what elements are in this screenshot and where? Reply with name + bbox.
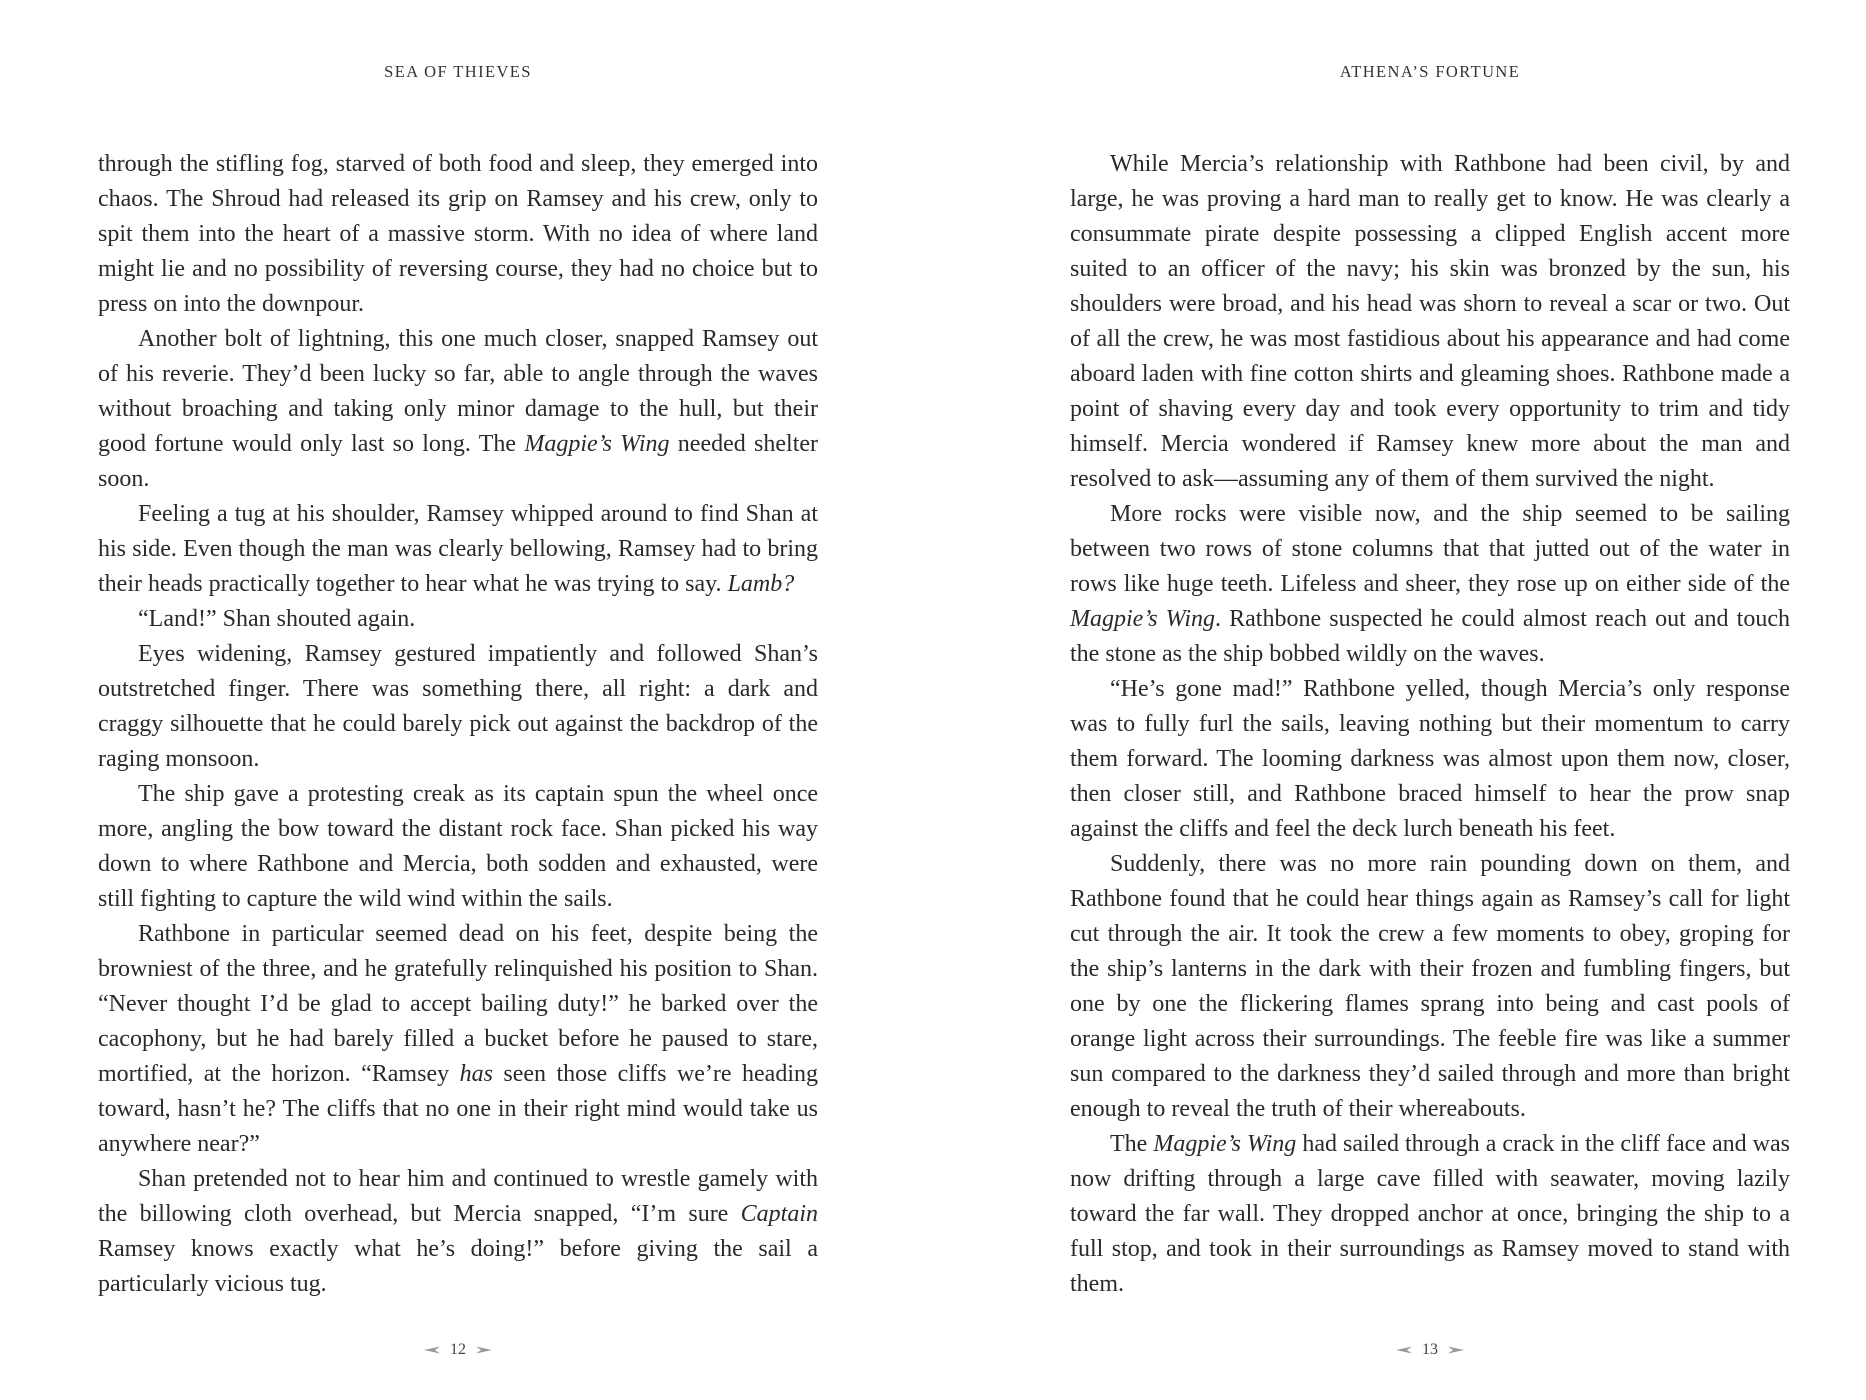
paragraph: The ship gave a protesting creak as its captain spun the wheel once more, angling the bow toward the distant rock face. Shan picked his way down to where Rathbone and Mercia, both sodden and exhausted, were still fighting to capture the wild wind within the sails. xyxy=(98,781,818,912)
arrow-left-ornament-icon xyxy=(1396,1346,1412,1354)
running-head-left: SEA OF THIEVES xyxy=(384,62,532,81)
left-page-body xyxy=(98,147,818,1302)
arrow-right-ornament-icon xyxy=(476,1346,492,1354)
right-page xyxy=(1070,0,1790,1400)
page-number: 13 xyxy=(1422,1341,1438,1358)
arrow-right-ornament-icon xyxy=(1448,1346,1464,1354)
page-number-right xyxy=(1070,1341,1790,1359)
left-page xyxy=(98,0,818,1400)
paragraph: Rathbone in particular seemed dead on his feet, despite being the browniest of the three, and he gratefully relinquished his position to Shan. “Never thought I’d be glad to accept bailing duty!” he barked over the cacophony, but he had barely filled a bucket before he paused to stare, mortified, at the horizon. “Ramsey has seen those cliffs we’re heading toward, hasn’t he? The cliffs that no one in their right mind would take us anywhere near?” xyxy=(98,921,819,1157)
paragraph: “Land!” Shan shouted again. xyxy=(138,606,416,632)
page-number-left xyxy=(98,1341,818,1359)
paragraph: More rocks were visible now, and the ship seemed to be sailing between two rows of stone columns that that jutted out of the water in rows like huge teeth. Lifeless and sheer, they rose up on either side of the Magpie’s Wing. Rathbone suspected he could almost reach out and touch the stone as the ship bobbed wildly on the waves. xyxy=(1070,501,1790,667)
paragraph: Shan pretended not to hear him and continued to wrestle gamely with the billowing cloth overhead, but Mercia snapped, “I’m sure Captain Ramsey knows exactly what he’s doing!” before giving the sail a particularly vicious tug. xyxy=(98,1166,818,1297)
running-head-right: ATHENA’S FORTUNE xyxy=(1339,62,1521,81)
paragraph: through the stifling fog, starved of both food and sleep, they emerged into chaos. The Shroud had released its grip on Ramsey and his crew, only to spit them into the heart of a massive storm. With no idea of where land might lie and no possibility of reversing course, they had no choice but to press on into the downpour. xyxy=(98,151,818,317)
right-page-body xyxy=(1070,147,1790,1302)
paragraph: While Mercia’s relationship with Rathbone had been civil, by and large, he was proving a hard man to really get to know. He was clearly a consummate pirate despite possessing a clipped English accent more suited to an officer of the navy; his skin was bronzed by the sun, his shoulders were broad, and his head was shorn to reveal a scar or two. Out of all the crew, he was most fastidious about his appearance and had come aboard laden with fine cotton shirts and gleaming shoes. Rathbone made a point of shaving every day and took every opportunity to trim and tidy himself. Mercia wondered if Ramsey knew more about the man and resolved to ask—assuming any of them of them survived the night. xyxy=(1070,151,1790,492)
paragraph: The Magpie’s Wing had sailed through a crack in the cliff face and was now drifting through a large cave filled with seawater, moving lazily toward the far wall. They dropped anchor at once, bringing the ship to a full stop, and took in their surroundings as Ramsey moved to stand with them. xyxy=(1070,1131,1790,1297)
page-number: 12 xyxy=(450,1341,466,1358)
paragraph: Suddenly, there was no more rain pounding down on them, and Rathbone found that he could hear things again as Ramsey’s call for light cut through the air. It took the crew a few moments to obey, groping for the ship’s lanterns in the dark with their frozen and fumbling fingers, but one by one the flickering flames sprang into being and cast pools of orange light across their surroundings. The feeble fire was like a summer sun compared to the darkness they’d sailed through and more than bright enough to reveal the truth of their whereabouts. xyxy=(1070,851,1790,1122)
paragraph: Another bolt of lightning, this one much closer, snapped Ramsey out of his reverie. They’d been lucky so far, able to angle through the waves without broaching and taking only minor damage to the hull, but their good fortune would only last so long. The Magpie’s Wing needed shelter soon. xyxy=(98,326,819,492)
paragraph: “He’s gone mad!” Rathbone yelled, though Mercia’s only response was to fully furl the sails, leaving nothing but their momentum to carry them forward. The looming darkness was almost upon them now, closer, then closer still, and Rathbone braced himself to hear the prow snap against the cliffs and feel the deck lurch beneath his feet. xyxy=(1070,676,1790,842)
arrow-left-ornament-icon xyxy=(424,1346,440,1354)
paragraph: Feeling a tug at his shoulder, Ramsey whipped around to find Shan at his side. Even though the man was clearly bellowing, Ramsey had to bring their heads practically together to hear what he was trying to say. Lamb? xyxy=(98,501,818,597)
paragraph: Eyes widening, Ramsey gestured impatiently and followed Shan’s outstretched finger. There was something there, all right: a dark and craggy silhouette that he could barely pick out against the backdrop of the raging monsoon. xyxy=(98,641,818,772)
